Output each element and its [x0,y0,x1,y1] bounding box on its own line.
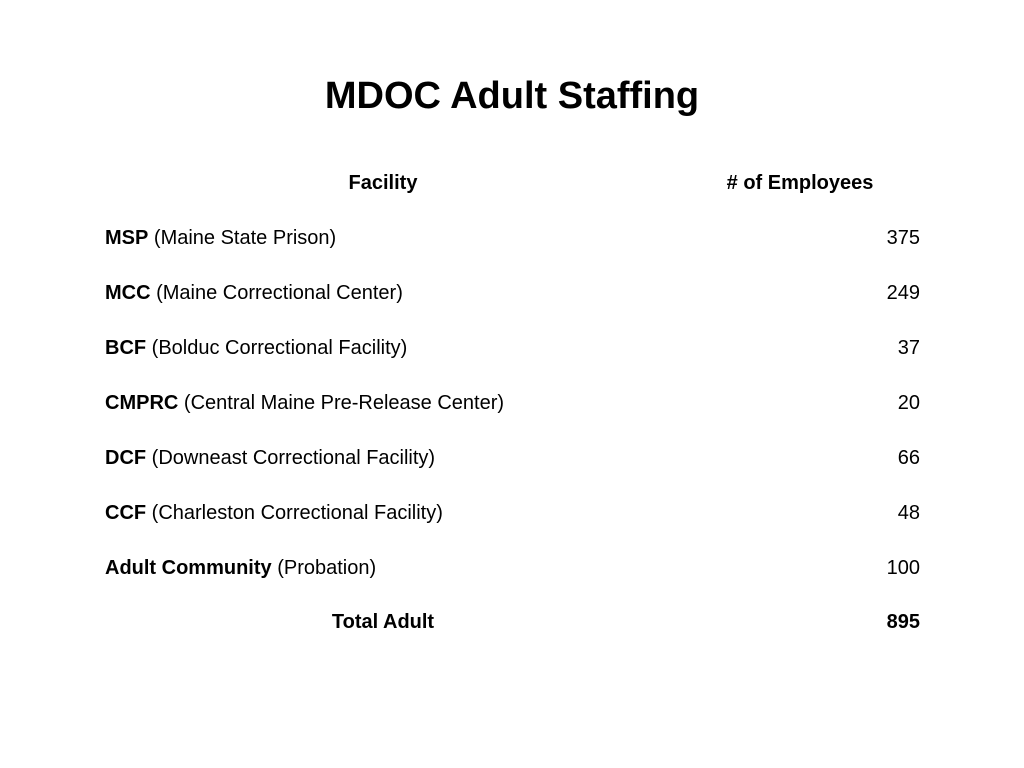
facility-cell [105,389,504,417]
total-value: 895 [886,611,920,633]
total-label: Total Adult [331,611,435,633]
facility-name: (Central Maine Pre-Release Center) [183,392,505,414]
facility-cell [105,444,435,472]
table-row [105,499,920,527]
facility-column-header: Facility [348,172,418,194]
facility-name: (Charleston Correctional Facility) [151,502,443,524]
table-row [105,444,920,472]
facility-code: Adult Community [105,557,272,579]
employee-count: 48 [897,502,920,524]
slide-title: MDOC Adult Staffing [324,75,700,117]
facility-name: (Bolduc Correctional Facility) [151,337,408,359]
facility-name: (Probation) [277,557,377,579]
facility-code: BCF [105,337,147,359]
facility-cell [105,224,336,252]
table-row [105,224,920,252]
employee-count: 100 [886,557,920,579]
facility-code: DCF [105,447,147,469]
facility-name: (Maine Correctional Center) [156,282,403,304]
facility-code: MSP [105,227,149,249]
facility-cell [105,499,443,527]
facility-code: CMPRC [105,392,179,414]
table-row [105,389,920,417]
employee-count: 249 [886,282,920,304]
employees-column-header: # of Employees [726,172,874,194]
facility-name: (Downeast Correctional Facility) [151,447,436,469]
facility-cell [105,279,403,307]
facility-name: (Maine State Prison) [153,227,337,249]
facility-code: CCF [105,502,147,524]
employee-count: 37 [897,337,920,359]
table-row [105,279,920,307]
table-row [105,334,920,362]
facility-cell [105,554,376,582]
employee-count: 20 [897,392,920,414]
facility-code: MCC [105,282,151,304]
employee-count: 66 [897,447,920,469]
table-row [105,554,920,582]
employee-count: 375 [886,227,920,249]
facility-cell [105,334,407,362]
